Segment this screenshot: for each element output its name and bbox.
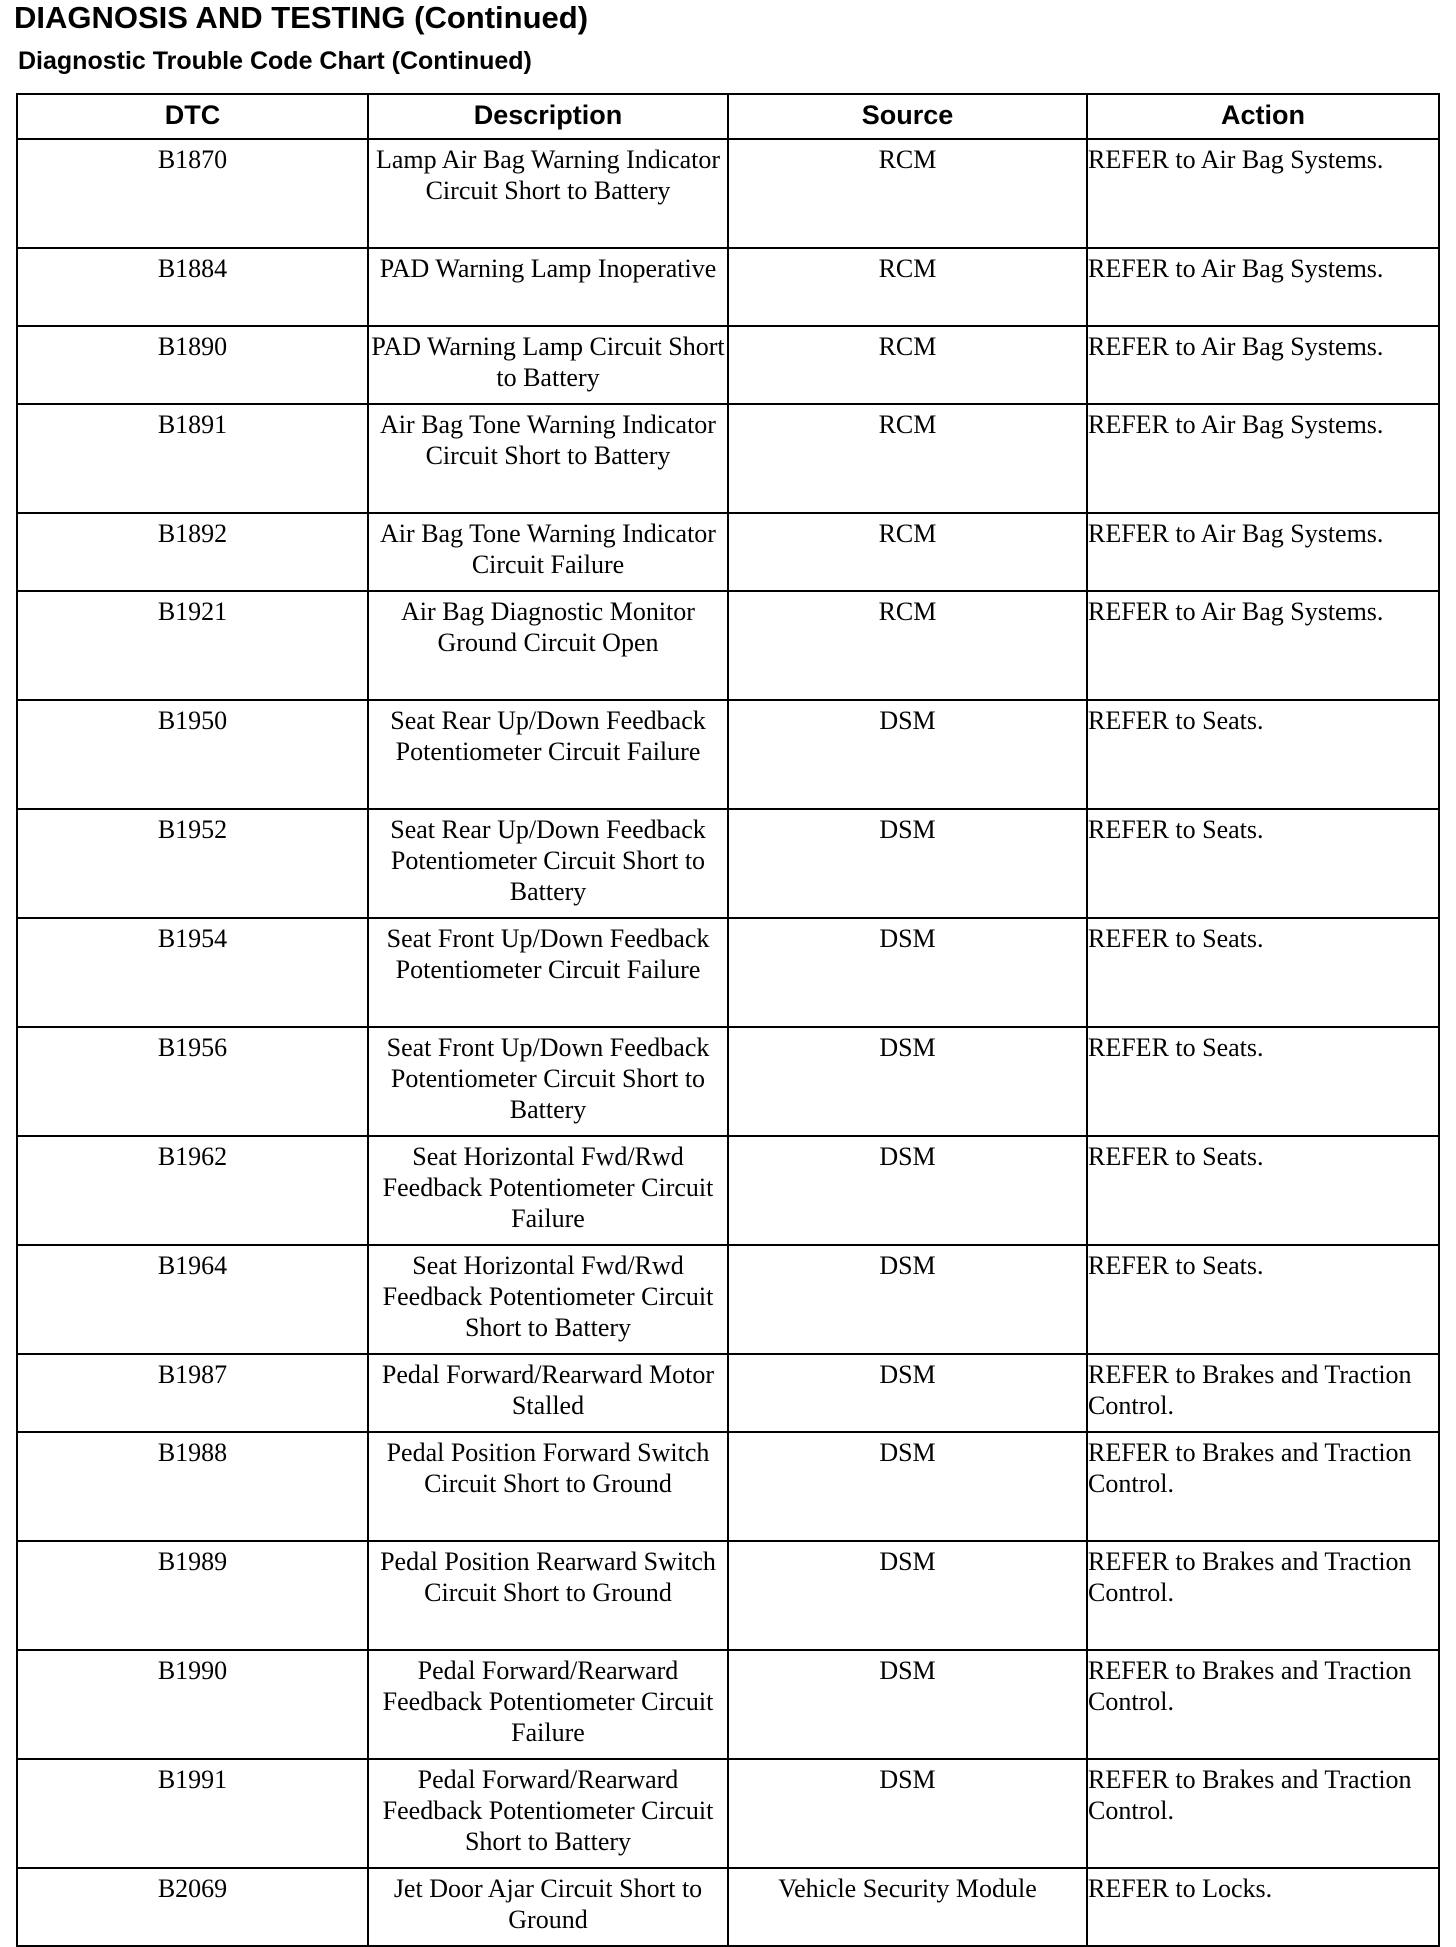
action-cell: REFER to Brakes and Traction Control. bbox=[1087, 1650, 1439, 1759]
dtc-cell: B1989 bbox=[17, 1541, 368, 1650]
action-cell: REFER to Air Bag Systems. bbox=[1087, 248, 1439, 326]
action-cell: REFER to Brakes and Traction Control. bbox=[1087, 1759, 1439, 1868]
table-row bbox=[17, 591, 1439, 700]
action-cell: REFER to Air Bag Systems. bbox=[1087, 139, 1439, 248]
description-cell: Seat Rear Up/Down Feedback Potentiometer Circuit Failure bbox=[368, 700, 728, 809]
action-cell: REFER to Air Bag Systems. bbox=[1087, 326, 1439, 404]
dtc-cell: B1884 bbox=[17, 248, 368, 326]
source-cell: DSM bbox=[728, 1541, 1087, 1650]
source-cell: DSM bbox=[728, 1759, 1087, 1868]
table-row bbox=[17, 248, 1439, 326]
table-row bbox=[17, 1541, 1439, 1650]
action-cell: REFER to Seats. bbox=[1087, 809, 1439, 918]
table-header-row bbox=[17, 94, 1439, 139]
source-cell: RCM bbox=[728, 513, 1087, 591]
dtc-cell: B1987 bbox=[17, 1354, 368, 1432]
description-cell: Air Bag Diagnostic Monitor Ground Circuit Open bbox=[368, 591, 728, 700]
dtc-cell: B1988 bbox=[17, 1432, 368, 1541]
action-cell: REFER to Brakes and Traction Control. bbox=[1087, 1541, 1439, 1650]
table-row bbox=[17, 1650, 1439, 1759]
source-cell: RCM bbox=[728, 326, 1087, 404]
description-cell: Pedal Forward/Rearward Motor Stalled bbox=[368, 1354, 728, 1432]
description-cell: Lamp Air Bag Warning Indicator Circuit Short to Battery bbox=[368, 139, 728, 248]
table-row bbox=[17, 1759, 1439, 1868]
table-row bbox=[17, 404, 1439, 513]
header-source: Source bbox=[728, 94, 1087, 139]
header-action: Action bbox=[1087, 94, 1439, 139]
action-cell: REFER to Air Bag Systems. bbox=[1087, 404, 1439, 513]
description-cell: PAD Warning Lamp Inoperative bbox=[368, 248, 728, 326]
dtc-cell: B1870 bbox=[17, 139, 368, 248]
action-cell: REFER to Locks. bbox=[1087, 1868, 1439, 1946]
dtc-cell: B1952 bbox=[17, 809, 368, 918]
action-cell: REFER to Seats. bbox=[1087, 1245, 1439, 1354]
table-row bbox=[17, 1027, 1439, 1136]
action-cell: REFER to Seats. bbox=[1087, 918, 1439, 1027]
dtc-cell: B1962 bbox=[17, 1136, 368, 1245]
source-cell: DSM bbox=[728, 809, 1087, 918]
description-cell: Seat Front Up/Down Feedback Potentiometer Circuit Failure bbox=[368, 918, 728, 1027]
action-cell: REFER to Seats. bbox=[1087, 1027, 1439, 1136]
action-cell: REFER to Seats. bbox=[1087, 700, 1439, 809]
source-cell: Vehicle Security Module bbox=[728, 1868, 1087, 1946]
table-row bbox=[17, 1868, 1439, 1946]
source-cell: DSM bbox=[728, 1650, 1087, 1759]
source-cell: RCM bbox=[728, 139, 1087, 248]
dtc-cell: B1964 bbox=[17, 1245, 368, 1354]
description-cell: Air Bag Tone Warning Indicator Circuit Failure bbox=[368, 513, 728, 591]
dtc-cell: B1956 bbox=[17, 1027, 368, 1136]
section-title: DIAGNOSIS AND TESTING (Continued) bbox=[14, 0, 589, 35]
table-row bbox=[17, 1354, 1439, 1432]
table-row bbox=[17, 1136, 1439, 1245]
description-cell: Pedal Position Rearward Switch Circuit Short to Ground bbox=[368, 1541, 728, 1650]
header-description: Description bbox=[368, 94, 728, 139]
description-cell: Seat Horizontal Fwd/Rwd Feedback Potentiometer Circuit Failure bbox=[368, 1136, 728, 1245]
dtc-cell: B1954 bbox=[17, 918, 368, 1027]
source-cell: DSM bbox=[728, 918, 1087, 1027]
source-cell: DSM bbox=[728, 1354, 1087, 1432]
action-cell: REFER to Seats. bbox=[1087, 1136, 1439, 1245]
description-cell: Seat Rear Up/Down Feedback Potentiometer Circuit Short to Battery bbox=[368, 809, 728, 918]
description-cell: Pedal Forward/Rearward Feedback Potentiometer Circuit Short to Battery bbox=[368, 1759, 728, 1868]
action-cell: REFER to Brakes and Traction Control. bbox=[1087, 1432, 1439, 1541]
table-row bbox=[17, 809, 1439, 918]
dtc-table bbox=[16, 93, 1440, 1947]
description-cell: Pedal Position Forward Switch Circuit Short to Ground bbox=[368, 1432, 728, 1541]
dtc-cell: B1991 bbox=[17, 1759, 368, 1868]
table-row bbox=[17, 513, 1439, 591]
source-cell: DSM bbox=[728, 1136, 1087, 1245]
action-cell: REFER to Brakes and Traction Control. bbox=[1087, 1354, 1439, 1432]
dtc-cell: B1892 bbox=[17, 513, 368, 591]
description-cell: Seat Front Up/Down Feedback Potentiometer Circuit Short to Battery bbox=[368, 1027, 728, 1136]
table-row bbox=[17, 326, 1439, 404]
table-row bbox=[17, 700, 1439, 809]
dtc-cell: B1950 bbox=[17, 700, 368, 809]
dtc-cell: B1921 bbox=[17, 591, 368, 700]
table-row bbox=[17, 1245, 1439, 1354]
source-cell: DSM bbox=[728, 700, 1087, 809]
table-row bbox=[17, 1432, 1439, 1541]
source-cell: RCM bbox=[728, 404, 1087, 513]
table-row bbox=[17, 139, 1439, 248]
source-cell: DSM bbox=[728, 1432, 1087, 1541]
action-cell: REFER to Air Bag Systems. bbox=[1087, 513, 1439, 591]
action-cell: REFER to Air Bag Systems. bbox=[1087, 591, 1439, 700]
description-cell: Seat Horizontal Fwd/Rwd Feedback Potentiometer Circuit Short to Battery bbox=[368, 1245, 728, 1354]
description-cell: Pedal Forward/Rearward Feedback Potentiometer Circuit Failure bbox=[368, 1650, 728, 1759]
header-dtc: DTC bbox=[17, 94, 368, 139]
chart-title: Diagnostic Trouble Code Chart (Continued) bbox=[18, 47, 532, 75]
dtc-cell: B1891 bbox=[17, 404, 368, 513]
description-cell: PAD Warning Lamp Circuit Short to Battery bbox=[368, 326, 728, 404]
source-cell: RCM bbox=[728, 591, 1087, 700]
dtc-cell: B2069 bbox=[17, 1868, 368, 1946]
description-cell: Air Bag Tone Warning Indicator Circuit Short to Battery bbox=[368, 404, 728, 513]
dtc-cell: B1990 bbox=[17, 1650, 368, 1759]
source-cell: DSM bbox=[728, 1245, 1087, 1354]
description-cell: Jet Door Ajar Circuit Short to Ground bbox=[368, 1868, 728, 1946]
source-cell: DSM bbox=[728, 1027, 1087, 1136]
dtc-cell: B1890 bbox=[17, 326, 368, 404]
table-row bbox=[17, 918, 1439, 1027]
source-cell: RCM bbox=[728, 248, 1087, 326]
